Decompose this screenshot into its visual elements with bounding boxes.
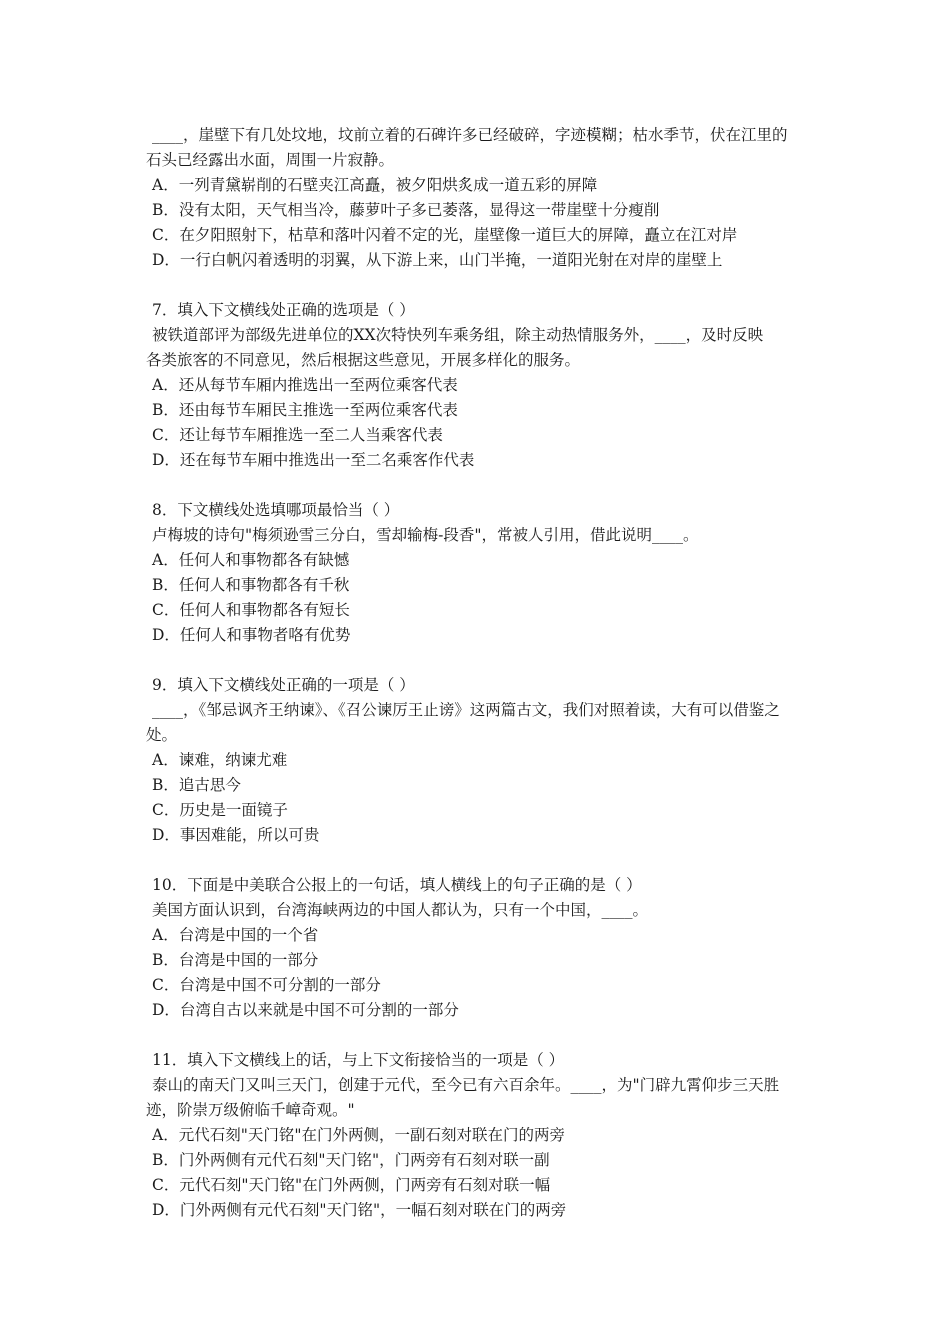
option-d: D．任何人和事物者咯有优势 [152, 626, 351, 644]
question-stem-line: 卢梅坡的诗句"梅须逊雪三分白，雪却输梅-段香"，常被人引用，借此说明____。 [152, 526, 699, 544]
question-stem-line: 处。 [146, 726, 178, 744]
option-c: C．历史是一面镜子 [152, 801, 288, 819]
option-d: D．事因难能，所以可贵 [152, 826, 320, 844]
question-9-block [146, 673, 811, 848]
option-a: A．台湾是中国的一个省 [152, 926, 319, 944]
question-title: 9．填入下文横线处正确的一项是（ ） [152, 676, 415, 694]
question-title: 8．下文横线处选填哪项最恰当（ ） [152, 501, 400, 519]
paragraph-spacer [146, 273, 811, 298]
option-c: C．元代石刻"天门铭"在门外两侧，门两旁有石刻对联一幅 [152, 1176, 551, 1194]
option-b: B．任何人和事物都各有千秋 [152, 576, 350, 594]
option-a: A．还从每节车厢内推选出一至两位乘客代表 [152, 376, 458, 394]
option-c: C．任何人和事物都各有短长 [152, 601, 350, 619]
question-stem-line: 石头已经露出水面，周围一片寂静。 [146, 151, 395, 169]
option-b: B．还由每节车厢民主推选一至两位乘客代表 [152, 401, 458, 419]
question-stem-line: 各类旅客的不同意见，然后根据这些意见，开展多样化的服务。 [146, 351, 581, 369]
question-11-block [146, 1048, 811, 1223]
paragraph-spacer [146, 1023, 811, 1048]
option-d: D．门外两侧有元代石刻"天门铭"，一幅石刻对联在门的两旁 [152, 1201, 567, 1219]
question-title: 10．下面是中美联合公报上的一句话，填人横线上的句子正确的是（ ） [152, 876, 642, 894]
option-d: D．一行白帆闪着透明的羽翼，从下游上来，山门半掩，一道阳光射在对岸的崖壁上 [152, 251, 723, 269]
question-10-block [146, 873, 811, 1023]
question-stem-line: 迹，阶崇万级俯临千嶂奇观。" [146, 1101, 355, 1119]
question-title: 11．填入下文横线上的话，与上下文衔接恰当的一项是（ ） [152, 1051, 565, 1069]
option-a: A．谏难，纳谏尤难 [152, 751, 288, 769]
paragraph-spacer [146, 648, 811, 673]
question-stem-line: ____，崖壁下有几处坟地，坟前立着的石碑许多已经破碎，字迹模糊；枯水季节，伏在江里的 [152, 126, 788, 144]
option-a: A．任何人和事物都各有缺憾 [152, 551, 350, 569]
question-7-block [146, 298, 811, 473]
option-b: B．追古思今 [152, 776, 241, 794]
option-c: C．台湾是中国不可分割的一部分 [152, 976, 381, 994]
option-c: C．在夕阳照射下，枯草和落叶闪着不定的光，崖壁像一道巨大的屏障，矗立在江对岸 [152, 226, 738, 244]
option-b: B．没有太阳，天气相当冷，藤萝叶子多已萎落，显得这一带崖壁十分瘦削 [152, 201, 660, 219]
option-d: D．还在每节车厢中推选出一至二名乘客作代表 [152, 451, 475, 469]
option-d: D．台湾自古以来就是中国不可分割的一部分 [152, 1001, 459, 1019]
question-stem-line: ____，《邹忌讽齐王纳谏》、《召公谏厉王止谤》这两篇古文，我们对照着读，大有可以借鉴之 [152, 701, 780, 719]
question-title: 7．填入下文横线处正确的选项是（ ） [152, 301, 415, 319]
question-8-block [146, 498, 811, 648]
option-a: A．一列青黛崭削的石壁夹江高矗，被夕阳烘炙成一道五彩的屏障 [152, 176, 598, 194]
question-stem-line: 泰山的南天门又叫三天门，创建于元代，至今已有六百余年。____，为"门辟九霄仰步三天胜 [152, 1076, 780, 1094]
option-b: B．台湾是中国的一部分 [152, 951, 319, 969]
document-page [146, 123, 811, 1223]
paragraph-spacer [146, 473, 811, 498]
question-stem-line: 被铁道部评为部级先进单位的XX次特快列车乘务组，除主动热情服务外，____，及时反映 [152, 326, 764, 344]
option-b: B．门外两侧有元代石刻"天门铭"，门两旁有石刻对联一副 [152, 1151, 550, 1169]
paragraph-spacer [146, 848, 811, 873]
option-a: A．元代石刻"天门铭"在门外两侧，一副石刻对联在门的两旁 [152, 1126, 565, 1144]
option-c: C．还让每节车厢推选一至二人当乘客代表 [152, 426, 443, 444]
question-stem-line: 美国方面认识到，台湾海峡两边的中国人都认为，只有一个中国，____。 [152, 901, 649, 919]
question-6-block [146, 123, 811, 273]
